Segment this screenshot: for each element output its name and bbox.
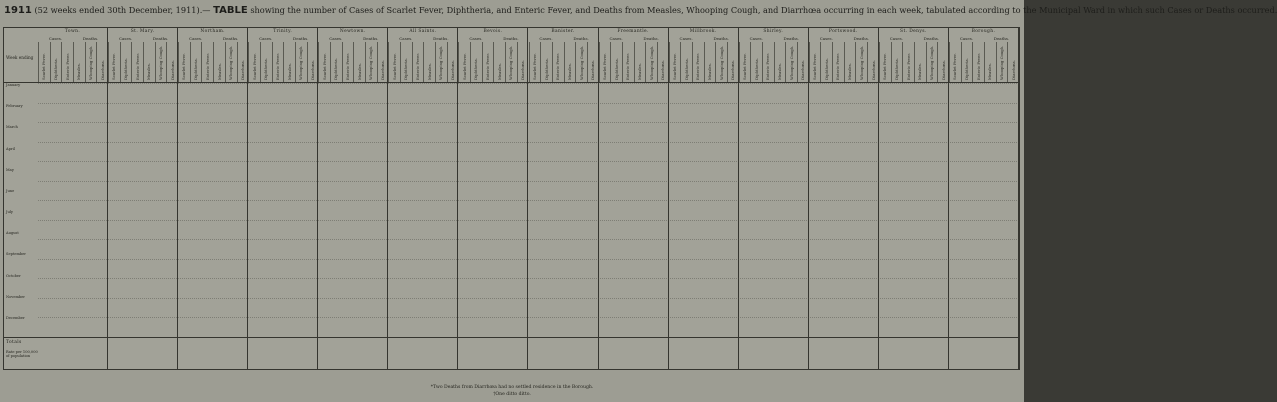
month-label: August <box>6 231 19 236</box>
deaths-label: Deaths. <box>573 36 589 41</box>
column-header-label: Scarlet Fever. <box>111 53 117 80</box>
row-guide <box>38 239 1019 240</box>
row-guide <box>38 317 1019 318</box>
column-header-label: Scarlet Fever. <box>742 53 748 80</box>
rate-label: Rate per 100,000 of population <box>6 350 38 358</box>
column-header <box>482 42 494 82</box>
deaths-label: Deaths. <box>433 36 449 41</box>
column-header <box>926 42 938 82</box>
deaths-label: Deaths. <box>643 36 659 41</box>
column-header-label: Diphtheria. <box>683 58 689 80</box>
totals-label: Totals <box>6 340 22 345</box>
column-header <box>50 42 62 82</box>
column-header-label: Scarlet Fever. <box>251 53 257 80</box>
column-header <box>342 42 354 82</box>
column-header <box>680 42 692 82</box>
column-header-label: Enteric Fever. <box>415 52 421 80</box>
column-header-label: Diphtheria. <box>543 58 549 80</box>
column-header <box>330 42 342 82</box>
cases-label: Cases. <box>959 36 974 41</box>
column-header-label: Measles. <box>286 63 292 80</box>
column-header-label: Diphtheria. <box>193 58 199 80</box>
column-header-label: Diphtheria. <box>823 58 829 80</box>
deaths-label: Deaths. <box>82 36 99 41</box>
ward-name: Town. <box>64 29 81 34</box>
column-header-label: Diphtheria. <box>473 58 479 80</box>
row-guide <box>38 278 1019 279</box>
ward-name: Freemantle. <box>617 29 649 34</box>
ward-name: Newtown. <box>339 29 366 34</box>
column-header <box>131 42 143 82</box>
column-header <box>529 42 541 82</box>
column-header-label: Diarrhœa. <box>169 60 175 80</box>
ward-name: Bevois. <box>483 29 503 34</box>
ward-name: St. Denys. <box>900 29 927 34</box>
column-header-label: Diarrhœa. <box>870 60 876 80</box>
column-header-label: Diarrhœa. <box>520 60 526 80</box>
column-header <box>377 42 389 82</box>
title-text: showing the number of Cases of Scarlet Fever, Diphtheria, and Enteric Fever, and Deaths from Measles, Whooping Cough, and Diarrhœa occurring in each week, tabulated according to the Municipal Ward in which such Cases or Deaths occurred. <box>250 5 1277 15</box>
column-header-label: Measles. <box>216 63 222 80</box>
column-header <box>38 42 50 82</box>
column-header-label: Scarlet Fever. <box>391 53 397 80</box>
column-header <box>984 42 996 82</box>
column-header-label: Scarlet Fever. <box>601 53 607 80</box>
month-label: July <box>6 210 13 214</box>
column-header <box>575 42 587 82</box>
cases-label: Cases. <box>609 36 623 41</box>
column-header-label: Diphtheria. <box>123 58 129 80</box>
column-header-label: Measles. <box>76 63 82 80</box>
column-header-label: Scarlet Fever. <box>181 53 187 80</box>
ward-name: All Saints. <box>409 29 437 34</box>
column-header <box>891 42 903 82</box>
column-header-label: Measles. <box>777 63 783 80</box>
column-header-label: Diarrhœa. <box>660 60 666 80</box>
cases-label: Cases. <box>48 36 63 41</box>
column-header <box>855 42 867 82</box>
column-header-label: Diphtheria. <box>613 58 619 80</box>
column-header <box>704 42 716 82</box>
column-header <box>657 42 669 82</box>
column-header-label: Measles. <box>987 63 993 80</box>
column-header-label: Whooping Cough. <box>298 45 304 80</box>
column-header-label: Diarrhœa. <box>239 60 245 80</box>
column-header <box>190 42 202 82</box>
totals-row <box>4 337 1019 370</box>
column-header <box>844 42 856 82</box>
column-header <box>318 42 330 82</box>
month-label: March <box>6 125 18 130</box>
column-header-label: Enteric Fever. <box>134 52 140 80</box>
column-header <box>692 42 704 82</box>
row-guide <box>38 103 1019 104</box>
month-label: April <box>6 146 15 151</box>
column-header <box>972 42 984 82</box>
deaths-label: Deaths. <box>363 36 379 41</box>
column-header-label: Diarrhœa. <box>590 60 596 80</box>
column-header <box>96 42 108 82</box>
column-header <box>820 42 832 82</box>
column-header-label: Whooping Cough. <box>578 45 584 80</box>
column-header-label: Enteric Fever. <box>695 52 701 80</box>
column-header-label: Scarlet Fever. <box>671 53 677 80</box>
cases-label: Cases. <box>819 36 833 41</box>
footnote-1: *Two Deaths from Diarrhœa had no settled residence in the Borough. <box>430 385 594 390</box>
column-header-label: Measles. <box>146 63 152 80</box>
column-header-label: Scarlet Fever. <box>461 53 467 80</box>
column-header-label: Enteric Fever. <box>975 52 981 80</box>
column-header <box>715 42 727 82</box>
column-header <box>365 42 377 82</box>
year: 1911 <box>4 5 32 16</box>
row-guide <box>38 83 1019 84</box>
column-header <box>201 42 213 82</box>
deaths-label: Deaths. <box>293 36 309 41</box>
column-header <box>634 42 646 82</box>
column-header-label: Diphtheria. <box>403 58 409 80</box>
column-header <box>505 42 517 82</box>
column-header-label: Diphtheria. <box>263 58 269 80</box>
column-header <box>213 42 225 82</box>
column-header-label: Whooping Cough. <box>788 45 794 80</box>
deaths-label: Deaths. <box>783 36 799 41</box>
column-header-label: Scarlet Fever. <box>41 53 47 80</box>
column-header <box>587 42 599 82</box>
column-header <box>435 42 447 82</box>
column-header <box>832 42 844 82</box>
column-header-label: Whooping Cough. <box>718 45 724 80</box>
column-header <box>295 42 307 82</box>
column-header <box>108 42 120 82</box>
month-label: October <box>6 273 21 278</box>
title-prefix: (52 weeks ended 30th December, 1911).— <box>34 5 211 15</box>
cases-label: Cases. <box>889 36 903 41</box>
ward-name: Shirley. <box>763 29 784 34</box>
column-header-label: Measles. <box>566 63 572 80</box>
deaths-label: Deaths. <box>853 36 870 41</box>
column-header <box>447 42 459 82</box>
column-header <box>85 42 97 82</box>
row-guide <box>38 259 1019 260</box>
column-header <box>622 42 634 82</box>
column-header-label: Measles. <box>707 63 712 80</box>
week-ending-label: Week ending <box>6 55 34 60</box>
cases-label: Cases. <box>539 36 553 41</box>
column-header-label: Scarlet Fever. <box>882 53 888 80</box>
column-header-label: Enteric Fever. <box>274 52 280 80</box>
column-header-label: Diphtheria. <box>963 58 969 80</box>
column-header-label: Diarrhœa. <box>309 60 315 80</box>
row-guide <box>38 142 1019 143</box>
column-header <box>996 42 1008 82</box>
column-header-label: Measles. <box>426 63 432 80</box>
cases-label: Cases. <box>399 36 413 41</box>
column-header <box>739 42 751 82</box>
column-header-label: Whooping Cough. <box>438 45 444 80</box>
column-header-label: Whooping Cough. <box>998 45 1004 80</box>
column-header <box>225 42 237 82</box>
column-header-label: Whooping Cough. <box>928 45 934 80</box>
column-header-label: Diarrhœa. <box>450 60 456 80</box>
ward-name: Trinity. <box>273 29 293 34</box>
column-header <box>470 42 482 82</box>
column-header <box>120 42 132 82</box>
row-guide <box>38 122 1019 123</box>
column-header <box>669 42 681 82</box>
column-header-label: Enteric Fever. <box>344 52 350 80</box>
column-header <box>260 42 272 82</box>
column-header-label: Scarlet Fever. <box>812 53 818 80</box>
column-header-label: Enteric Fever. <box>204 52 210 80</box>
row-guide <box>38 200 1019 201</box>
row-guide <box>38 181 1019 182</box>
month-label: September <box>6 252 27 257</box>
month-label: December <box>6 315 25 320</box>
ward-name: Northam. <box>200 29 225 34</box>
column-header <box>914 42 926 82</box>
column-header <box>750 42 762 82</box>
column-header-label: Diarrhœa. <box>99 60 105 80</box>
ward-name: Millbrook. <box>689 29 717 34</box>
ward-name: Borough. <box>971 29 996 34</box>
column-header-label: Measles. <box>636 63 642 80</box>
column-header <box>423 42 435 82</box>
ward-name: St. Mary. <box>130 29 155 34</box>
column-header-label: Diphtheria. <box>333 58 339 80</box>
column-header-label: Enteric Fever. <box>64 52 70 80</box>
column-header <box>540 42 552 82</box>
column-header-label: Scarlet Fever. <box>952 53 958 80</box>
column-header <box>283 42 295 82</box>
month-label: February <box>6 104 23 109</box>
column-header-label: Scarlet Fever. <box>321 53 327 80</box>
statistics-table <box>3 27 1020 370</box>
column-header-label: Diarrhœa. <box>730 60 736 80</box>
column-header <box>493 42 505 82</box>
cases-label: Cases. <box>329 36 343 41</box>
column-header <box>610 42 622 82</box>
column-header <box>458 42 470 82</box>
month-label: January <box>6 83 21 87</box>
column-header-label: Whooping Cough. <box>158 45 164 80</box>
column-header-label: Enteric Fever. <box>905 52 911 80</box>
cases-label: Cases. <box>749 36 763 41</box>
column-header <box>949 42 961 82</box>
column-header-label: Diarrhœa. <box>940 60 946 80</box>
column-header-label: Measles. <box>847 63 853 80</box>
row-guide <box>38 220 1019 221</box>
column-header-label: Measles. <box>356 63 362 80</box>
column-header-label: Diarrhœa. <box>800 60 806 80</box>
row-guide <box>38 298 1019 299</box>
column-header <box>73 42 85 82</box>
column-header-label: Whooping Cough. <box>648 45 654 80</box>
column-header-label: Enteric Fever. <box>835 52 841 80</box>
month-label: May <box>6 167 14 172</box>
column-header <box>1007 42 1019 82</box>
cases-label: Cases. <box>679 36 693 41</box>
column-header-label: Measles. <box>496 63 502 80</box>
column-header-label: Scarlet Fever. <box>531 53 537 80</box>
month-label: June <box>6 188 15 193</box>
column-header-label: Diphtheria. <box>753 58 759 80</box>
column-header <box>237 42 249 82</box>
column-header <box>785 42 797 82</box>
column-header <box>272 42 284 82</box>
column-header <box>61 42 73 82</box>
column-header <box>388 42 400 82</box>
column-header <box>307 42 319 82</box>
deaths-label: Deaths. <box>152 36 169 41</box>
deaths-label: Deaths. <box>713 36 729 41</box>
column-header <box>412 42 424 82</box>
ward-name: Banister. <box>551 29 575 34</box>
column-header <box>564 42 576 82</box>
column-header <box>155 42 167 82</box>
column-header <box>599 42 611 82</box>
cases-label: Cases. <box>469 36 483 41</box>
column-header <box>248 42 260 82</box>
deaths-label: Deaths. <box>993 36 1010 41</box>
column-header-label: Whooping Cough. <box>508 45 514 80</box>
column-header-label: Diphtheria. <box>893 58 899 80</box>
column-header <box>762 42 774 82</box>
ward-name: Portswood. <box>828 29 858 34</box>
column-header <box>166 42 178 82</box>
deaths-label: Deaths. <box>222 36 239 41</box>
column-header <box>552 42 564 82</box>
cases-label: Cases. <box>189 36 203 41</box>
deaths-label: Deaths. <box>923 36 940 41</box>
column-header-label: Enteric Fever. <box>765 52 771 80</box>
table-word: TABLE <box>213 5 248 16</box>
column-header-label: Whooping Cough. <box>368 45 374 80</box>
column-header-label: Measles. <box>917 63 923 80</box>
column-header-label: Enteric Fever. <box>485 52 491 80</box>
column-header <box>937 42 949 82</box>
column-header <box>867 42 879 82</box>
column-header <box>645 42 657 82</box>
column-header-label: Whooping Cough. <box>228 45 234 80</box>
month-label: November <box>6 294 26 299</box>
column-header <box>727 42 739 82</box>
column-header-label: Diarrhœa. <box>1010 60 1016 80</box>
column-header <box>961 42 973 82</box>
column-header <box>797 42 809 82</box>
column-header <box>517 42 529 82</box>
column-header-label: Whooping Cough. <box>88 45 94 80</box>
column-header-label: Whooping Cough. <box>858 45 864 80</box>
column-header-label: Enteric Fever. <box>555 52 561 80</box>
deaths-label: Deaths. <box>503 36 519 41</box>
column-header <box>774 42 786 82</box>
column-header <box>143 42 155 82</box>
column-header <box>809 42 821 82</box>
footnote-2: †One ditto ditto. <box>493 392 531 397</box>
column-header-label: Diphtheria. <box>53 58 58 80</box>
column-header-label: Diarrhœa. <box>380 60 385 80</box>
column-header <box>353 42 365 82</box>
column-header-label: Enteric Fever. <box>625 52 631 80</box>
table-title <box>4 3 1277 17</box>
row-guide <box>38 161 1019 162</box>
column-header <box>178 42 190 82</box>
column-header <box>902 42 914 82</box>
column-header <box>400 42 412 82</box>
cases-label: Cases. <box>118 36 133 41</box>
column-header <box>879 42 891 82</box>
weeks-column <box>4 83 38 369</box>
cases-label: Cases. <box>259 36 273 41</box>
